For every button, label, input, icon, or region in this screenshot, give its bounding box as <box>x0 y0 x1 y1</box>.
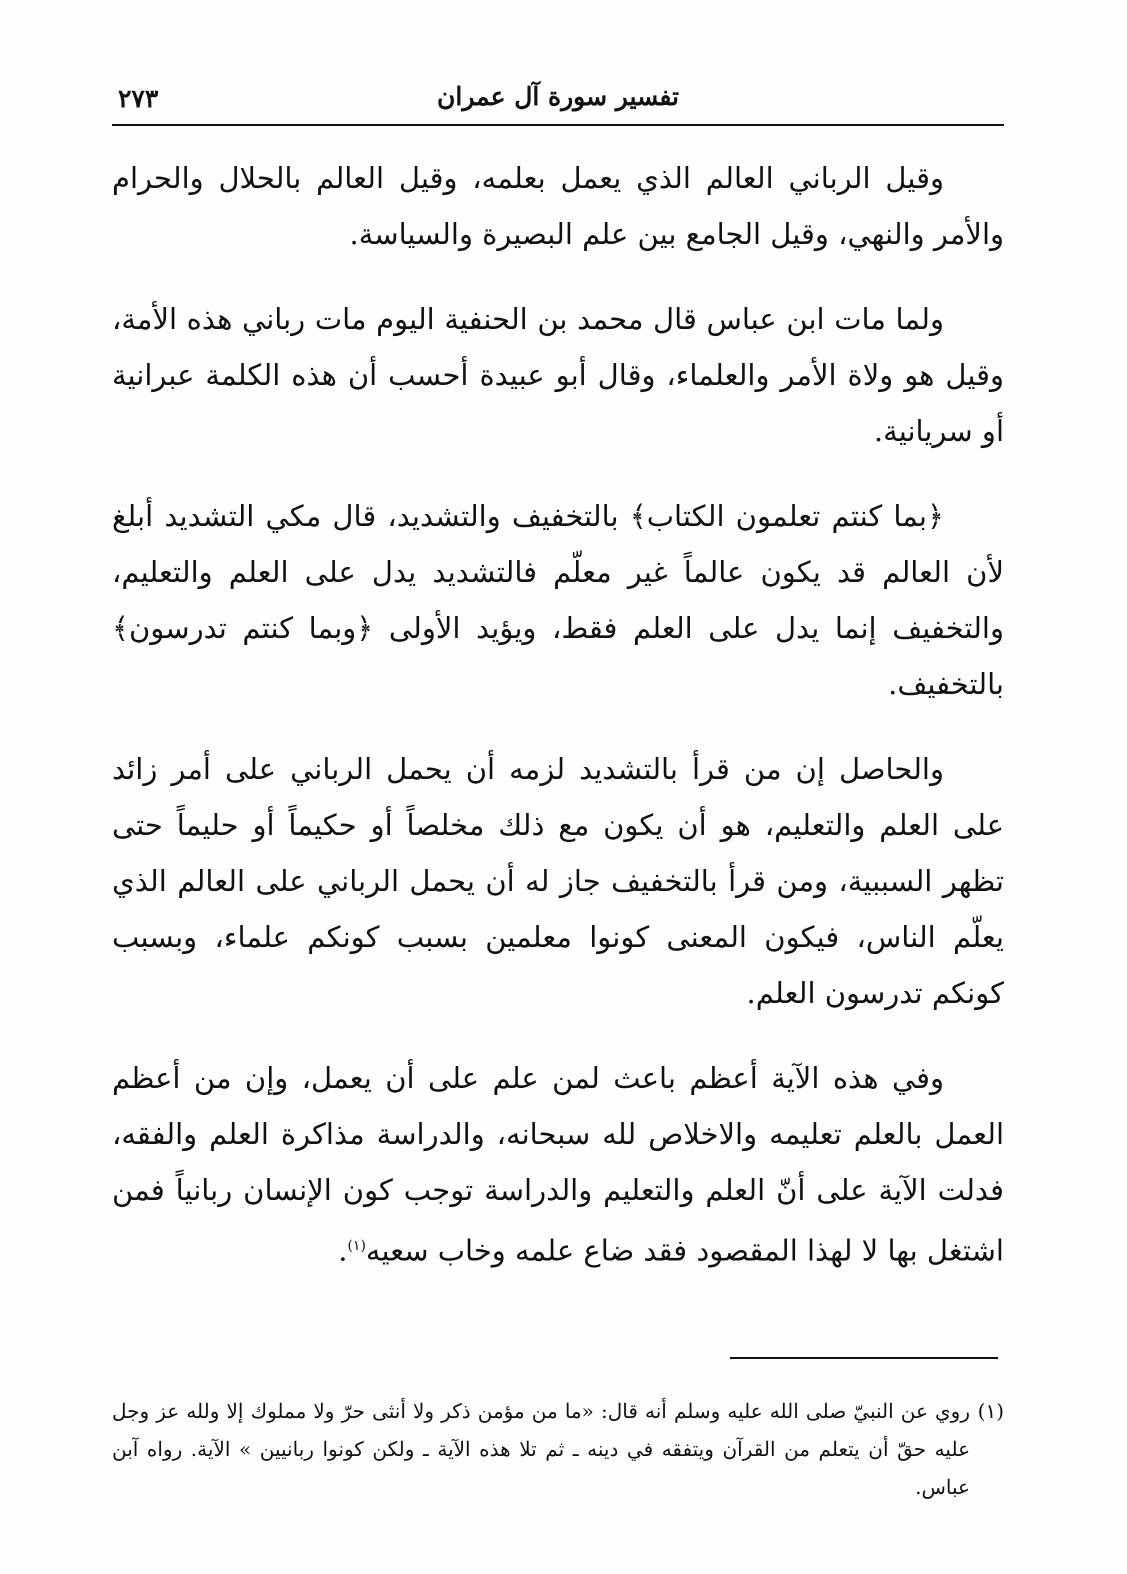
footnotes <box>112 1392 1004 1506</box>
footnote-text: روي عن النبيّ صلى الله عليه وسلم أنه قال: «ما من مؤمن ذكر ولا أنثى حرّ ولا مملوك إلا ولله عز وجل عليه حقّ أن يتعلم من القرآن ويتفقه في دينه ـ ثم تلا هذه الآية ـ ولكن كونوا ربانيين » الآية. رواه آبن عباس. <box>112 1399 970 1499</box>
running-header <box>112 78 1004 124</box>
paragraph-1 <box>112 150 1004 262</box>
footnote-reference[interactable]: (١) <box>347 1238 366 1254</box>
paragraph-end: . <box>338 1233 348 1268</box>
paragraph-text: ولما مات ابن عباس قال محمد بن الحنفية اليوم مات رباني هذه الأمة، وقيل هو ولاة الأمر والعلماء، وقال أبو عبيدة أحسب أن هذه الكلمة عبرانية أو سريانية. <box>112 302 1004 448</box>
paragraph-4 <box>112 741 1004 1021</box>
paragraph-text: بالتخفيف والتشديد، قال مكي التشديد أبلغ لأن العالم قد يكون عالماً غير معلّم فالتشديد يدل على العلم والتعليم، والتخفيف إنما يدل على العلم فقط، ويؤيد الأولى <box>112 499 1004 645</box>
paragraph-2 <box>112 291 1004 459</box>
paragraph-5 <box>112 1050 1004 1279</box>
paragraph-text: وقيل الرباني العالم الذي يعمل بعلمه، وقيل العالم بالحلال والحرام والأمر والنهي، وقيل الجامع بين علم البصيرة والسياسة. <box>112 161 1004 251</box>
page-number: ٢٧٣ <box>118 84 159 113</box>
page-title: تفسير سورة آل عمران <box>437 82 679 111</box>
header-rule <box>112 124 1004 126</box>
footnote-marker: (١) <box>977 1399 1004 1423</box>
main-text <box>112 150 1004 1308</box>
quran-quote: ﴿بما كنتم تعلمون الكتاب﴾ <box>629 499 944 533</box>
paragraph-text: والحاصل إن من قرأ بالتشديد لزمه أن يحمل الرباني على أمر زائد على العلم والتعليم، هو أن يكون مع ذلك مخلصاً أو حكيماً أو حليماً حتى تظهر السببية، ومن قرأ بالتخفيف جاز له أن يحمل الرباني على العالم الذي يعلّم الناس، فيكون المعنى كونوا معلمين بسبب كونكم علماء، وبسبب كونكم تدرسون العلم. <box>112 752 1004 1010</box>
footnote-1 <box>112 1392 1004 1506</box>
paragraph-3 <box>112 488 1004 712</box>
quran-quote: ﴿وبما كنتم تدرسون﴾ <box>112 611 374 645</box>
paragraph-text: وفي هذه الآية أعظم باعث لمن علم على أن يعمل، وإن من أعظم العمل بالعلم تعليمه والاخلاص لله سبحانه، والدراسة مذاكرة العلم والفقه، فدلت الآية على أنّ العلم والتعليم والدراسة توجب كون الإنسان ربانياً فمن اشتغل بها لا لهذا المقصود فقد ضاع علمه وخاب سعيه <box>112 1061 1004 1268</box>
paragraph-text: بالتخفيف. <box>888 667 1004 701</box>
